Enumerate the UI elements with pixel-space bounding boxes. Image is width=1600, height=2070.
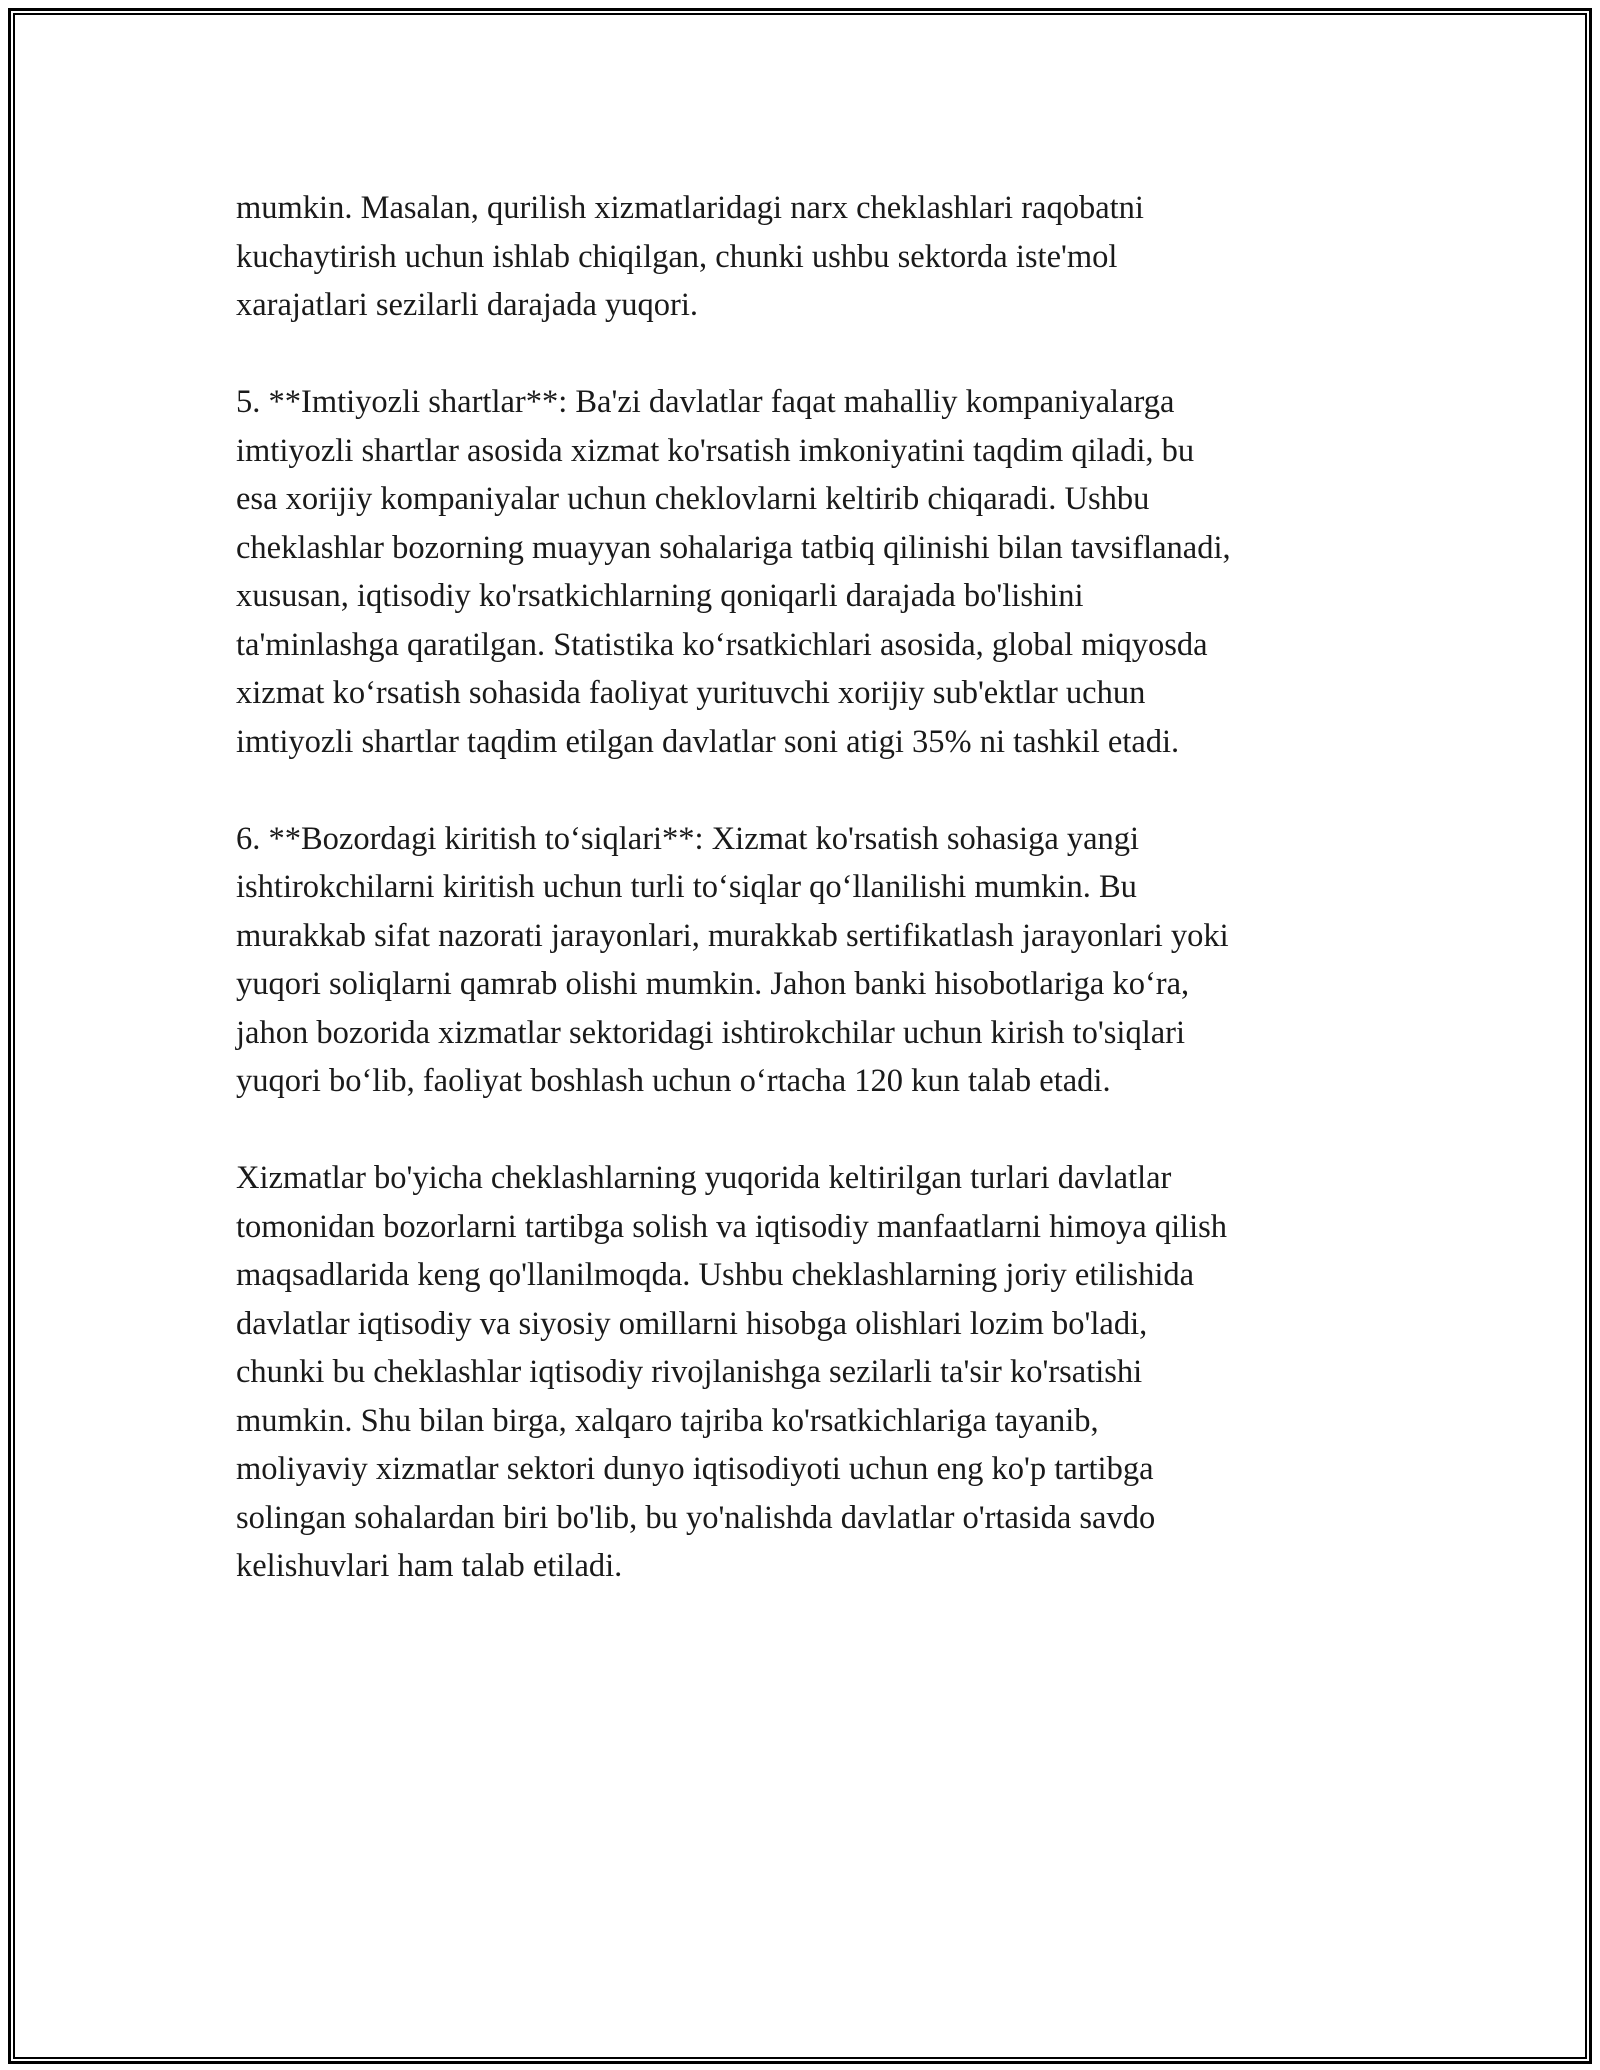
paragraph-price-restrictions [236, 184, 1396, 330]
text-line: tomonidan bozorlarni tartibga solish va iqtisodiy manfaatlarni himoya qilish [236, 1208, 1228, 1245]
text-line: murakkab sifat nazorati jarayonlari, murakkab sertifikatlash jarayonlari yoki [236, 917, 1229, 954]
text-line: yuqori soliqlarni qamrab olishi mumkin. Jahon banki hisobotlariga ko‘ra, [236, 966, 1190, 1002]
text-line: maqsadlarida keng qo'llanilmoqda. Ushbu cheklashlarning joriy etilishida [236, 1257, 1195, 1293]
text-line: 6. **Bozordagi kiritish to‘siqlari**: Xizmat ko'rsatish sohasiga yangi [236, 820, 1140, 857]
text-line: mumkin. Shu bilan birga, xalqaro tajriba ko'rsatkichlariga tayanib, [236, 1402, 1099, 1439]
text-line: moliyaviy xizmatlar sektori dunyo iqtisodiyoti uchun eng ko'p tartibga [236, 1451, 1154, 1487]
text-line: chunki bu cheklashlar iqtisodiy rivojlanishga sezilarli ta'sir ko'rsatishi [236, 1354, 1143, 1390]
text-line: esa xorijiy kompaniyalar uchun cheklovlarni keltirib chiqaradi. Ushbu [236, 481, 1150, 517]
paragraph-preferential-terms [236, 378, 1396, 766]
text-line: yuqori bo‘lib, faoliyat boshlash uchun o‘rtacha 120 kun talab etadi. [236, 1063, 1111, 1099]
text-line: imtiyozli shartlar asosida xizmat ko'rsatish imkoniyatini taqdim qiladi, bu [236, 432, 1195, 469]
text-line: mumkin. Masalan, qurilish xizmatlaridagi narx cheklashlari raqobatni [236, 190, 1144, 226]
text-line: davlatlar iqtisodiy va siyosiy omillarni hisobga olishlari lozim bo'ladi, [236, 1305, 1148, 1342]
text-line: imtiyozli shartlar taqdim etilgan davlatlar soni atigi 35% ni tashkil etadi. [236, 723, 1180, 760]
text-line: 5. **Imtiyozli shartlar**: Ba'zi davlatlar faqat mahalliy kompaniyalarga [236, 384, 1175, 420]
text-line: xizmat ko‘rsatish sohasida faoliyat yurituvchi xorijiy sub'ektlar uchun [236, 675, 1146, 711]
text-line: jahon bozorida xizmatlar sektoridagi ishtirokchilar uchun kirish to'siqlari [236, 1014, 1186, 1051]
text-line: ishtirokchilarni kiritish uchun turli to‘siqlar qo‘llanilishi mumkin. Bu [236, 869, 1137, 905]
text-line: cheklashlar bozorning muayyan sohalariga tatbiq qilinishi bilan tavsiflanadi, [236, 529, 1231, 566]
paragraph-conclusion [236, 1154, 1396, 1591]
paragraph-market-entry-barriers [236, 815, 1396, 1106]
text-line: kelishuvlari ham talab etiladi. [236, 1548, 623, 1584]
document-body [236, 184, 1396, 1639]
text-line: Xizmatlar bo'yicha cheklashlarning yuqorida keltirilgan turlari davlatlar [236, 1160, 1172, 1196]
text-line: kuchaytirish uchun ishlab chiqilgan, chunki ushbu sektorda iste'mol [236, 238, 1118, 275]
text-line: xarajatlari sezilarli darajada yuqori. [236, 287, 698, 323]
text-line: solingan sohalardan biri bo'lib, bu yo'nalishda davlatlar o'rtasida savdo [236, 1499, 1156, 1536]
text-line: ta'minlashga qaratilgan. Statistika ko‘rsatkichlari asosida, global miqyosda [236, 626, 1208, 663]
text-line: xususan, iqtisodiy ko'rsatkichlarning qoniqarli darajada bo'lishini [236, 578, 1084, 614]
